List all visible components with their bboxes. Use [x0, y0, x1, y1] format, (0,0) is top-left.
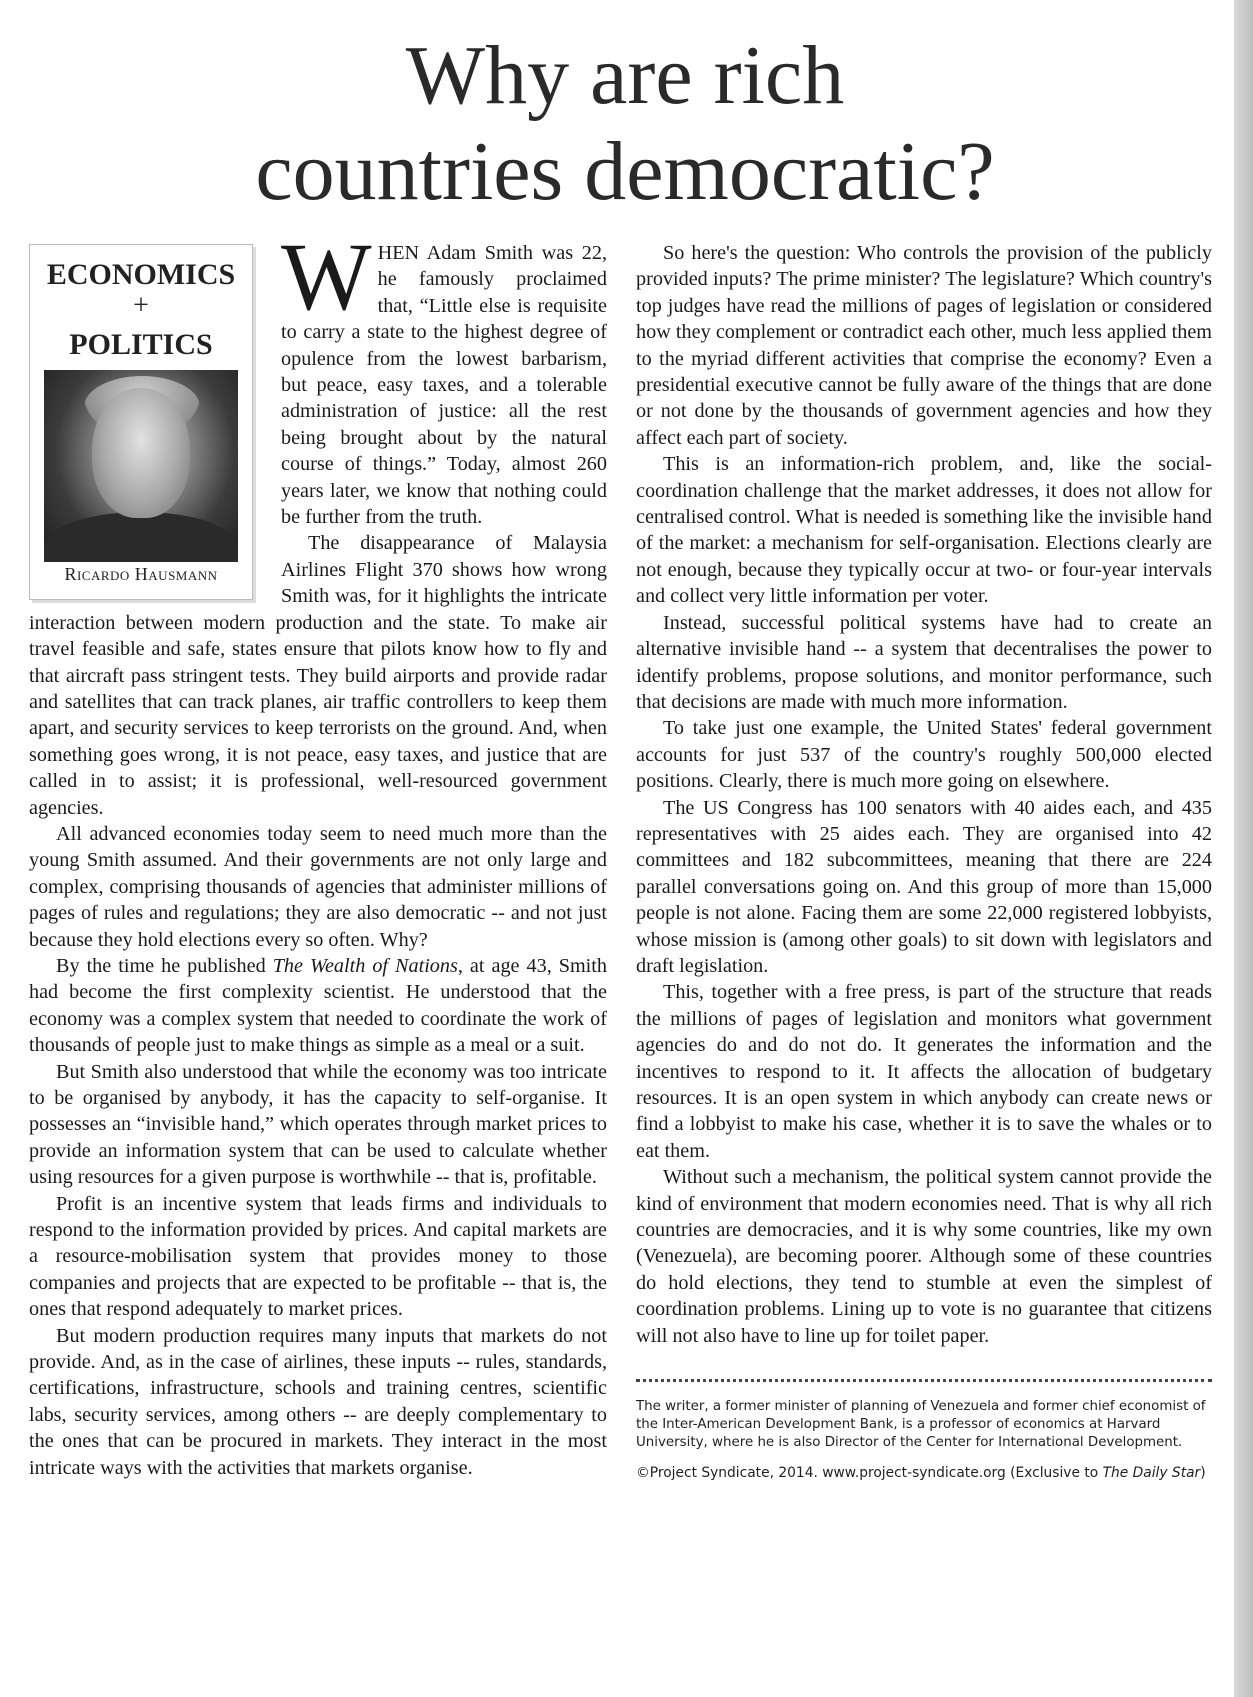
credit-text: ©Project Syndicate, 2014. www.project-syndicate.org (Exclusive to: [636, 1465, 1103, 1482]
article-paragraph: Without such a mechanism, the political system cannot provide the kind of environment that modern economies need. That is why all rich countries are democracies, and it is why some countries, like my own (Venezuela), are becoming poorer. Although some of these countries do hold elections, they tend to stumble at even the simplest of coordination problems. Lining up to vote is no guarantee that citizens will not also have to line up for toilet paper.: [636, 1166, 1212, 1347]
article-paragraph: The disappearance of Malaysia Airlines Flight 370 shows how wrong Smith was, for it highlights the intricate interaction between modern production and the state. To make air travel feasible and safe, states ensure that pilots know how to fly and that aircraft pass stringent tests. They build airports and provide radar and satellites that can track planes, air traffic controllers to keep them apart, and security services to keep terrorists on the ground. And, when something goes wrong, it is not peace, easy taxes, and justice that are called in to assist; it is professional, well-resourced government agencies.: [29, 532, 607, 819]
author-photo: [44, 370, 238, 562]
author-photo-shoulders: [44, 512, 238, 562]
dotted-divider: [636, 1379, 1212, 1382]
section-kicker-plus: +: [133, 290, 149, 321]
author-byline: Ricardo Hausmann: [64, 563, 218, 584]
author-photo-face: [92, 388, 190, 518]
article-paragraph: All advanced economies today seem to need much more than the young Smith assumed. And their governments are not only large and complex, comprising thousands of agencies that administer millions of pages of rules and regulations; they are also democratic -- and not just because they hold elections every so often. Why?: [29, 822, 607, 951]
article-paragraph: This is an information-rich problem, and, like the social-coordination challenge that the market addresses, it does not allow for centralised control. What is needed is something like the invisible hand of the market: a mechanism for self-organisation. Elections clearly are not enough, because they typically occur at two- or four-year intervals and collect very little information per voter.: [636, 453, 1212, 608]
columnist-box: [29, 244, 253, 600]
section-kicker-politics: POLITICS: [69, 328, 213, 361]
copyright-credit: [636, 1464, 1212, 1482]
right-column: [636, 240, 1212, 1482]
paragraph-text: , at age 43, Smith had become the first complexity scientist. He understood that the economy was a complex system that needed to coordinate the work of thousands of people just to make things as simple as a meal or a suit.: [29, 954, 607, 1057]
headline-line-2: countries democratic?: [255, 125, 995, 218]
article-paragraph: Instead, successful political systems have had to create an alternative invisible hand -- a system that decentralises the power to identify problems, propose solutions, and monitor performance, such that decisions are made with much more information.: [636, 611, 1212, 713]
book-title: The Wealth of Nations: [272, 954, 458, 977]
headline: [60, 28, 1190, 220]
article-paragraph: [29, 953, 607, 1059]
lead-text: HEN Adam Smith was 22, he famously proclaimed that, “Little else is requisite to carry a state to the highest degree of opulence from the lowest barbarism, but peace, easy taxes, and a tolerable administration of justice: all the rest being brought about by the natural course of things.” Today, almost 260 years later, we know that nothing could be further from the truth.: [281, 242, 607, 529]
left-column: [29, 223, 607, 1481]
article-paragraph: To take just one example, the United States' federal government accounts for just 537 of the country's roughly 500,000 elected positions. Clearly, there is much more going on elsewhere.: [636, 717, 1212, 793]
article-paragraph: Profit is an incentive system that leads firms and individuals to respond to the information provided by prices. And capital markets are a resource-mobilisation system that provides money to those companies and projects that are expected to be profitable -- that is, the ones that respond adequately to market prices.: [29, 1192, 607, 1321]
drop-cap: W: [281, 223, 372, 330]
credit-text-end: ): [1200, 1465, 1206, 1482]
article-paragraph: But modern production requires many inputs that markets do not provide. And, as in the case of airlines, these inputs -- rules, standards, certifications, infrastructure, schools and training centres, scientific labs, security services, among others -- are deeply complementary to the ones that can be procured in markets. They interact in the most intricate ways with the activities that markets organise.: [29, 1324, 607, 1479]
article-paragraph: But Smith also understood that while the economy was too intricate to be organised by anybody, it has the capacity to self-organise. It possesses an “invisible hand,” which operates through market prices to provide an information system that can be used to calculate whether using resources for a given purpose is worthwhile -- that is, profitable.: [29, 1060, 607, 1189]
section-kicker-economics: ECONOMICS: [46, 258, 236, 291]
paragraph-text: By the time he published: [56, 954, 273, 977]
article-paragraph: This, together with a free press, is part of the structure that reads the millions of pages of legislation and monitors what government agencies do and do not do. It generates the information and the incentives to respond to it. It affects the allocation of budgetary resources. It is an open system in which anybody can create news or find a lobbyist to make his case, whether it is to save the whales or to eat them.: [636, 981, 1212, 1162]
article-paragraph: So here's the question: Who controls the provision of the publicly provided inputs? The prime minister? The legislature? Which country's top judges have read the millions of pages of legislation or considered how they complement or contradict each other, much less applied them to the myriad different activities that comprise the economy? Even a presidential executive cannot be fully aware of the things that are done or not done by the thousands of government agencies and how they affect each part of society.: [636, 242, 1212, 449]
page-edge: [1234, 0, 1253, 1697]
author-bio: The writer, a former minister of planning of Venezuela and former chief economist of the Inter-American Development Bank, is a professor of economics at Harvard University, where he is also Director of the Center for International Development.: [636, 1399, 1206, 1451]
article-paragraph: The US Congress has 100 senators with 40 aides each, and 435 representatives with 25 aides each. They are organised into 42 committees and 182 subcommittees, meaning that there are 224 parallel conversations going on. And this group of more than 15,000 people is not alone. Facing them are some 22,000 registered lobbyists, whose mission is (among other goals) to sit down with legislators and draft legislation.: [636, 796, 1212, 977]
newspaper-name: The Daily Star: [1102, 1465, 1201, 1482]
headline-line-1: Why are rich: [405, 29, 845, 122]
